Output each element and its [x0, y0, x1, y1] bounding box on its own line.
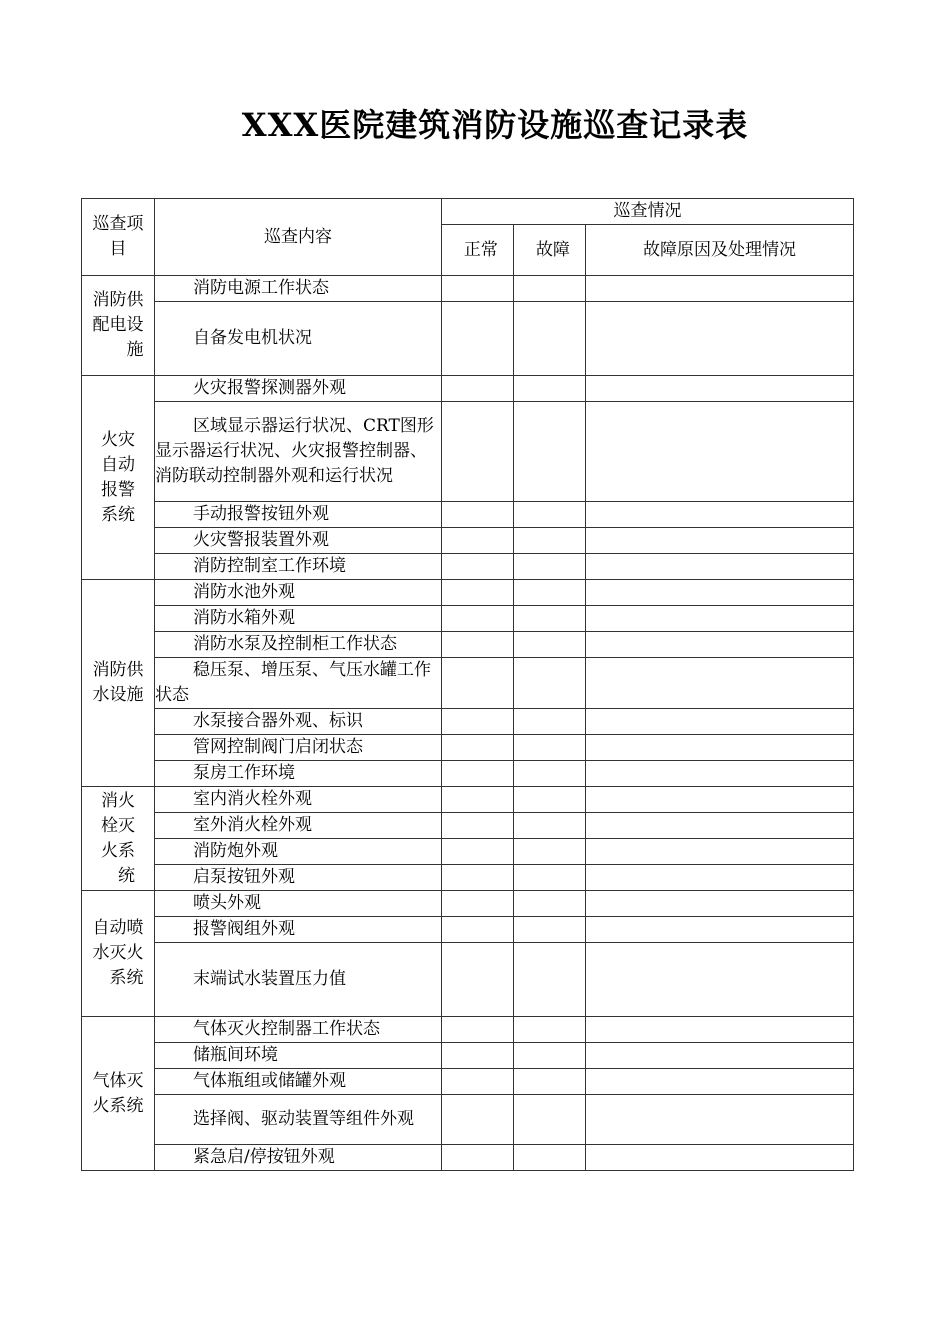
category-cell	[82, 787, 155, 891]
reason-cell[interactable]	[586, 917, 854, 943]
table-row	[82, 943, 854, 1017]
reason-cell[interactable]	[586, 787, 854, 813]
fault-cell[interactable]	[514, 606, 586, 632]
category-label: 消防供配电设施	[92, 290, 144, 360]
normal-cell[interactable]	[442, 761, 514, 787]
fault-cell[interactable]	[514, 943, 586, 1017]
normal-cell[interactable]	[442, 943, 514, 1017]
category-cell	[82, 1017, 155, 1171]
normal-cell[interactable]	[442, 1069, 514, 1095]
reason-cell[interactable]	[586, 402, 854, 502]
table-row	[82, 839, 854, 865]
table-row	[82, 1095, 854, 1145]
table-row	[82, 658, 854, 709]
inspection-item: 消防控制室工作环境	[155, 554, 442, 580]
fault-cell[interactable]	[514, 1043, 586, 1069]
fault-cell[interactable]	[514, 1017, 586, 1043]
normal-cell[interactable]	[442, 735, 514, 761]
inspection-item: 室内消火栓外观	[155, 787, 442, 813]
reason-cell[interactable]	[586, 528, 854, 554]
inspection-item: 火灾警报装置外观	[155, 528, 442, 554]
fault-cell[interactable]	[514, 761, 586, 787]
reason-cell[interactable]	[586, 813, 854, 839]
inspection-item: 末端试水装置压力值	[155, 943, 442, 1017]
reason-cell[interactable]	[586, 1043, 854, 1069]
table-row	[82, 632, 854, 658]
fault-cell[interactable]	[514, 735, 586, 761]
fault-cell[interactable]	[514, 865, 586, 891]
inspection-item: 稳压泵、增压泵、气压水罐工作状态	[155, 658, 442, 709]
reason-cell[interactable]	[586, 1095, 854, 1145]
fault-cell[interactable]	[514, 554, 586, 580]
normal-cell[interactable]	[442, 528, 514, 554]
table-row	[82, 917, 854, 943]
category-cell	[82, 276, 155, 376]
table-row	[82, 402, 854, 502]
inspection-item: 气体瓶组或储罐外观	[155, 1069, 442, 1095]
fault-cell[interactable]	[514, 302, 586, 376]
fault-cell[interactable]	[514, 839, 586, 865]
normal-cell[interactable]	[442, 502, 514, 528]
normal-cell[interactable]	[442, 302, 514, 376]
inspection-item: 泵房工作环境	[155, 761, 442, 787]
inspection-item: 消防炮外观	[155, 839, 442, 865]
header-item	[82, 199, 155, 276]
fault-cell[interactable]	[514, 502, 586, 528]
table-row	[82, 276, 854, 302]
table-row	[82, 735, 854, 761]
header-reason: 故障原因及处理情况	[586, 225, 854, 276]
inspection-item: 水泵接合器外观、标识	[155, 709, 442, 735]
normal-cell[interactable]	[442, 1043, 514, 1069]
inspection-item: 室外消火栓外观	[155, 813, 442, 839]
reason-cell[interactable]	[586, 943, 854, 1017]
fault-cell[interactable]	[514, 632, 586, 658]
reason-cell[interactable]	[586, 606, 854, 632]
reason-cell[interactable]	[586, 761, 854, 787]
inspection-item: 手动报警按钮外观	[155, 502, 442, 528]
table-row	[82, 606, 854, 632]
table-row	[82, 813, 854, 839]
normal-cell[interactable]	[442, 787, 514, 813]
fault-cell[interactable]	[514, 917, 586, 943]
normal-cell[interactable]	[442, 658, 514, 709]
inspection-item: 紧急启/停按钮外观	[155, 1145, 442, 1171]
category-cell	[82, 376, 155, 580]
inspection-item: 消防水箱外观	[155, 606, 442, 632]
page-title: XXX医院建筑消防设施巡查记录表	[241, 106, 749, 144]
inspection-item: 区域显示器运行状况、CRT图形显示器运行状况、火灾报警控制器、消防联动控制器外观和运行状况	[155, 402, 442, 502]
reason-cell[interactable]	[586, 632, 854, 658]
inspection-item: 消防水池外观	[155, 580, 442, 606]
header-status: 巡查情况	[442, 199, 854, 225]
header-normal	[442, 225, 514, 276]
normal-cell[interactable]	[442, 1095, 514, 1145]
fault-cell[interactable]	[514, 787, 586, 813]
table-row	[82, 580, 854, 606]
fault-cell[interactable]	[514, 580, 586, 606]
fault-cell[interactable]	[514, 658, 586, 709]
category-label: 消火栓灭火系统	[101, 790, 135, 886]
table-row	[82, 787, 854, 813]
table-row	[82, 891, 854, 917]
category-label: 自动喷水灭火系统	[92, 918, 144, 988]
reason-cell[interactable]	[586, 839, 854, 865]
table-row	[82, 554, 854, 580]
fault-cell[interactable]	[514, 709, 586, 735]
reason-cell[interactable]	[586, 1069, 854, 1095]
reason-cell[interactable]	[586, 1017, 854, 1043]
normal-cell[interactable]	[442, 376, 514, 402]
fault-cell[interactable]	[514, 1145, 586, 1171]
reason-cell[interactable]	[586, 865, 854, 891]
normal-cell[interactable]	[442, 632, 514, 658]
reason-cell[interactable]	[586, 580, 854, 606]
inspection-item: 管网控制阀门启闭状态	[155, 735, 442, 761]
reason-cell[interactable]	[586, 658, 854, 709]
inspection-item: 喷头外观	[155, 891, 442, 917]
category-label: 气体灭火系统	[92, 1070, 144, 1116]
normal-cell[interactable]	[442, 580, 514, 606]
fault-cell[interactable]	[514, 276, 586, 302]
reason-cell[interactable]	[586, 891, 854, 917]
table-row	[82, 302, 854, 376]
category-label: 消防供水设施	[92, 660, 144, 705]
normal-cell[interactable]	[442, 891, 514, 917]
inspection-item: 启泵按钮外观	[155, 865, 442, 891]
inspection-item: 选择阀、驱动装置等组件外观	[155, 1095, 442, 1145]
inspection-item: 报警阀组外观	[155, 917, 442, 943]
header-fault-label: 故障	[535, 239, 570, 260]
table-row	[82, 1145, 854, 1171]
reason-cell[interactable]	[586, 709, 854, 735]
header-content: 巡查内容	[155, 199, 442, 276]
normal-cell[interactable]	[442, 1145, 514, 1171]
table-row	[82, 1043, 854, 1069]
table-row	[82, 1069, 854, 1095]
table-row	[82, 376, 854, 402]
normal-cell[interactable]	[442, 917, 514, 943]
inspection-item: 消防水泵及控制柜工作状态	[155, 632, 442, 658]
fault-cell[interactable]	[514, 1069, 586, 1095]
inspection-item: 储瓶间环境	[155, 1043, 442, 1069]
normal-cell[interactable]	[442, 554, 514, 580]
table-row	[82, 1017, 854, 1043]
category-label: 火灾自动报警系统	[101, 429, 135, 525]
normal-cell[interactable]	[442, 1017, 514, 1043]
header-fault	[514, 225, 586, 276]
fault-cell[interactable]	[514, 528, 586, 554]
category-cell	[82, 580, 155, 787]
table-row	[82, 502, 854, 528]
table-row	[82, 865, 854, 891]
header-normal-label: 正常	[463, 239, 498, 260]
normal-cell[interactable]	[442, 865, 514, 891]
fault-cell[interactable]	[514, 376, 586, 402]
header-row-1	[82, 199, 854, 225]
normal-cell[interactable]	[442, 606, 514, 632]
normal-cell[interactable]	[442, 813, 514, 839]
table-row	[82, 528, 854, 554]
fault-cell[interactable]	[514, 402, 586, 502]
inspection-item: 火灾报警探测器外观	[155, 376, 442, 402]
reason-cell[interactable]	[586, 302, 854, 376]
reason-cell[interactable]	[586, 554, 854, 580]
fault-cell[interactable]	[514, 891, 586, 917]
reason-cell[interactable]	[586, 376, 854, 402]
inspection-item: 气体灭火控制器工作状态	[155, 1017, 442, 1043]
header-item-label: 巡查项目	[92, 214, 144, 259]
normal-cell[interactable]	[442, 276, 514, 302]
normal-cell[interactable]	[442, 709, 514, 735]
reason-cell[interactable]	[586, 735, 854, 761]
category-cell	[82, 891, 155, 1017]
reason-cell[interactable]	[586, 502, 854, 528]
reason-cell[interactable]	[586, 276, 854, 302]
normal-cell[interactable]	[442, 839, 514, 865]
normal-cell[interactable]	[442, 402, 514, 502]
fault-cell[interactable]	[514, 1095, 586, 1145]
fault-cell[interactable]	[514, 813, 586, 839]
inspection-item: 自备发电机状况	[155, 302, 442, 376]
inspection-table	[81, 198, 854, 1171]
table-row	[82, 761, 854, 787]
table-row	[82, 709, 854, 735]
reason-cell[interactable]	[586, 1145, 854, 1171]
inspection-item: 消防电源工作状态	[155, 276, 442, 302]
